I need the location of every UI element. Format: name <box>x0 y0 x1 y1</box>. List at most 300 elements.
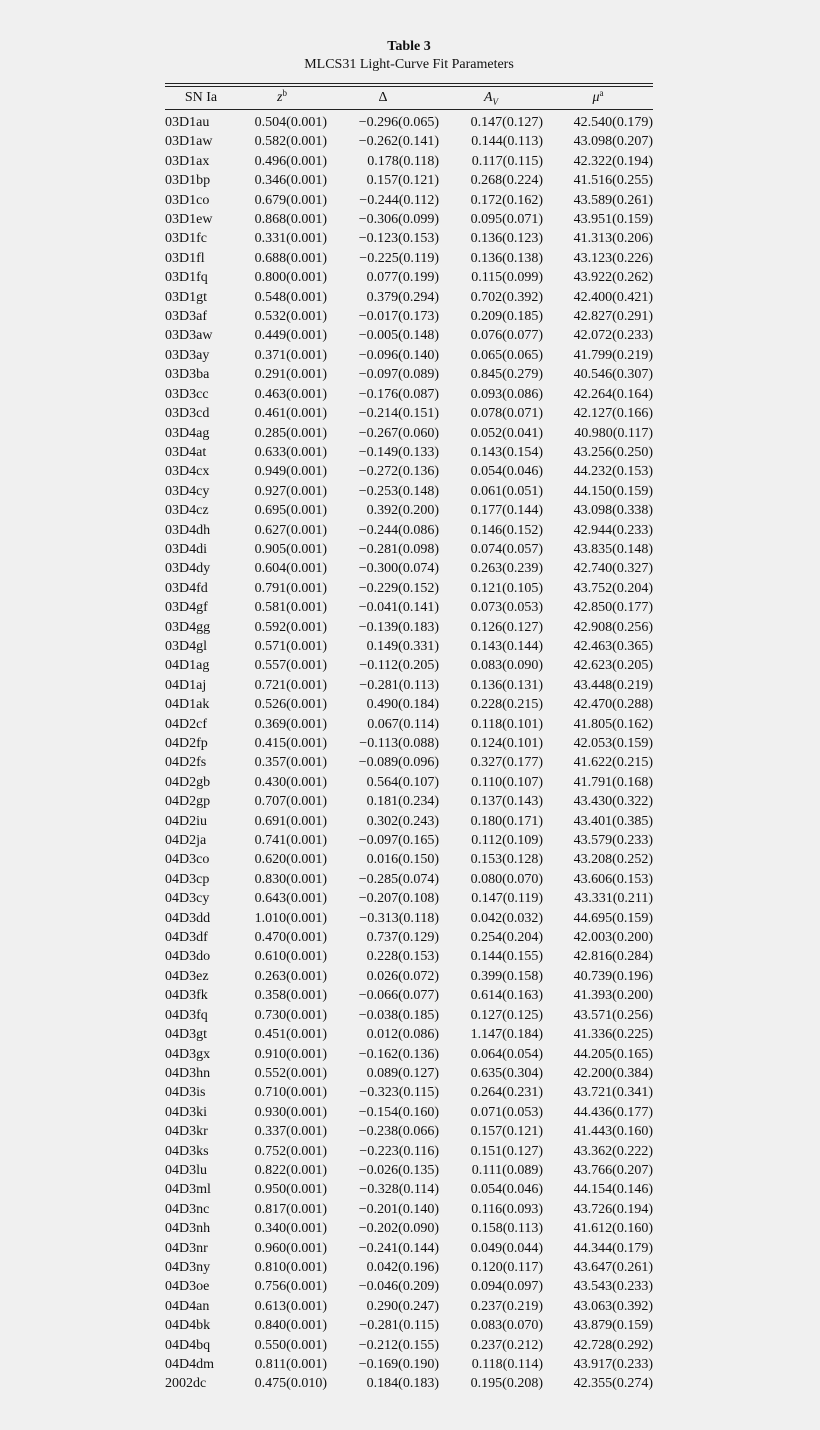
cell-sn: 04D2cf <box>165 716 207 732</box>
cell-sn: 03D4gl <box>165 638 207 654</box>
table-row <box>165 676 653 695</box>
cell-mu: 43.647(0.261) <box>573 1259 653 1275</box>
cell-delta: −0.202(0.090) <box>358 1221 439 1237</box>
cell-sn: 03D3af <box>165 309 207 325</box>
table-row <box>165 326 653 345</box>
cell-z: 0.449(0.001) <box>254 328 327 344</box>
cell-delta: −0.139(0.183) <box>358 619 439 635</box>
cell-z: 0.526(0.001) <box>254 697 327 713</box>
cell-sn: 04D2gp <box>165 794 211 810</box>
cell-sn: 04D3fq <box>165 1007 208 1023</box>
cell-z: 0.430(0.001) <box>254 774 327 790</box>
cell-sn: 04D3gx <box>165 1046 211 1062</box>
cell-sn: 03D1gt <box>165 289 207 305</box>
cell-mu: 43.256(0.250) <box>573 444 653 460</box>
cell-mu: 43.401(0.385) <box>573 813 653 829</box>
cell-sn: 03D1fc <box>165 231 207 247</box>
cell-mu: 43.922(0.262) <box>573 270 653 286</box>
cell-sn: 04D4an <box>165 1298 210 1314</box>
cell-delta: −0.097(0.165) <box>358 833 439 849</box>
cell-delta: −0.281(0.115) <box>359 1318 439 1334</box>
table-row <box>165 1083 653 1102</box>
cell-sn: 03D1bp <box>165 173 211 189</box>
table-row <box>165 462 653 481</box>
cell-mu: 43.543(0.233) <box>573 1279 653 1295</box>
table-row <box>165 521 653 540</box>
cell-mu: 43.917(0.233) <box>573 1357 653 1372</box>
cell-mu: 40.980(0.117) <box>574 425 653 441</box>
cell-mu: 42.264(0.164) <box>573 386 653 402</box>
cell-z: 0.581(0.001) <box>254 600 327 616</box>
cell-z: 0.415(0.001) <box>254 736 327 751</box>
cell-z: 0.817(0.001) <box>254 1201 327 1217</box>
table-row <box>165 1355 653 1374</box>
table-row <box>165 365 653 384</box>
cell-z: 0.548(0.001) <box>254 289 327 305</box>
header-av: $A_V$ <box>483 90 499 107</box>
cell-mu: 42.850(0.177) <box>573 600 653 616</box>
cell-delta: 0.379(0.294) <box>366 289 439 305</box>
cell-mu: 43.752(0.204) <box>573 580 653 596</box>
cell-av: 0.136(0.123) <box>470 231 543 247</box>
cell-z: 0.691(0.001) <box>254 813 327 829</box>
cell-av: 0.073(0.053) <box>470 600 543 616</box>
cell-mu: 44.150(0.159) <box>573 483 653 499</box>
table-row <box>165 870 653 889</box>
cell-z: 0.695(0.001) <box>254 503 327 519</box>
table-row <box>165 424 653 443</box>
cell-mu: 42.540(0.179) <box>573 115 653 130</box>
cell-av: 0.094(0.097) <box>470 1279 543 1295</box>
cell-sn: 04D3nc <box>165 1201 210 1217</box>
cell-delta: −0.300(0.074) <box>358 561 439 577</box>
cell-av: 0.143(0.144) <box>470 638 543 654</box>
table-row <box>165 889 653 908</box>
table-row <box>165 1142 653 1161</box>
cell-av: 0.151(0.127) <box>470 1143 543 1159</box>
cell-sn: 04D3ks <box>165 1143 209 1159</box>
cell-av: 0.264(0.231) <box>470 1085 543 1101</box>
cell-delta: −0.229(0.152) <box>358 580 439 596</box>
table-row <box>165 152 653 171</box>
cell-av: 0.080(0.070) <box>470 871 543 887</box>
cell-mu: 41.805(0.162) <box>573 716 653 732</box>
cell-z: 0.496(0.001) <box>254 153 327 169</box>
cell-mu: 40.546(0.307) <box>573 367 653 383</box>
cell-av: 1.147(0.184) <box>470 1027 543 1043</box>
table-row <box>165 346 653 365</box>
cell-delta: −0.238(0.066) <box>358 1124 439 1140</box>
cell-z: 0.613(0.001) <box>254 1298 327 1314</box>
cell-sn: 04D3dd <box>165 910 211 926</box>
cell-delta: −0.123(0.153) <box>358 231 439 247</box>
cell-delta: 0.302(0.243) <box>366 813 439 829</box>
cell-mu: 43.063(0.392) <box>573 1298 653 1314</box>
table-row <box>165 579 653 598</box>
cell-mu: 41.393(0.200) <box>573 988 653 1004</box>
cell-mu: 43.208(0.252) <box>573 852 653 868</box>
cell-z: 0.688(0.001) <box>254 250 327 266</box>
cell-av: 0.157(0.121) <box>470 1124 543 1140</box>
cell-mu: 43.835(0.148) <box>573 541 653 557</box>
table-row <box>165 443 653 462</box>
table-row <box>165 1045 653 1064</box>
cell-sn: 04D3co <box>165 852 210 868</box>
table-row <box>165 1200 653 1219</box>
cell-delta: −0.113(0.088) <box>359 736 439 751</box>
cell-delta: −0.154(0.160) <box>358 1104 439 1120</box>
cell-delta: 0.067(0.114) <box>367 716 439 732</box>
table-row <box>165 1277 653 1296</box>
cell-av: 0.071(0.053) <box>470 1104 543 1120</box>
cell-sn: 04D2fs <box>165 755 207 771</box>
cell-delta: −0.201(0.140) <box>358 1201 439 1217</box>
cell-mu: 41.336(0.225) <box>573 1027 653 1043</box>
cell-mu: 43.606(0.153) <box>573 871 653 887</box>
cell-av: 0.172(0.162) <box>470 192 543 208</box>
table-row <box>165 1219 653 1238</box>
cell-mu: 41.791(0.168) <box>573 774 653 790</box>
cell-sn: 04D3nr <box>165 1240 208 1256</box>
table-row <box>165 715 653 734</box>
cell-delta: −0.017(0.173) <box>358 309 439 325</box>
cell-z: 0.291(0.001) <box>254 367 327 383</box>
cell-delta: −0.097(0.089) <box>358 367 439 383</box>
table-row <box>165 385 653 404</box>
cell-delta: −0.212(0.155) <box>358 1337 439 1353</box>
table-row <box>165 753 653 772</box>
cell-av: 0.110(0.107) <box>471 774 543 790</box>
cell-mu: 40.739(0.196) <box>573 968 653 984</box>
cell-av: 0.042(0.032) <box>470 910 543 926</box>
cell-z: 0.371(0.001) <box>254 347 327 363</box>
cell-sn: 04D3df <box>165 930 208 946</box>
table-row <box>165 404 653 423</box>
cell-mu: 43.098(0.338) <box>573 503 653 519</box>
cell-z: 0.504(0.001) <box>254 115 327 130</box>
cell-delta: 0.149(0.331) <box>366 638 439 654</box>
cell-av: 0.118(0.101) <box>471 716 543 732</box>
cell-mu: 43.951(0.159) <box>573 212 653 228</box>
cell-sn: 04D3fk <box>165 988 208 1004</box>
cell-mu: 42.003(0.200) <box>573 930 653 946</box>
cell-z: 0.721(0.001) <box>254 677 327 693</box>
cell-mu: 42.127(0.166) <box>573 406 653 422</box>
cell-sn: 04D2fp <box>165 736 208 751</box>
cell-av: 0.195(0.208) <box>470 1376 543 1392</box>
cell-z: 0.811(0.001) <box>255 1357 327 1372</box>
cell-sn: 04D1ag <box>165 658 210 674</box>
cell-mu: 43.589(0.261) <box>573 192 653 208</box>
cell-delta: −0.089(0.096) <box>358 755 439 771</box>
table-row <box>165 210 653 229</box>
table-row <box>165 734 653 753</box>
cell-av: 0.237(0.212) <box>470 1337 543 1353</box>
table-label: Table 3 <box>387 39 431 54</box>
cell-z: 0.730(0.001) <box>254 1007 327 1023</box>
cell-mu: 44.205(0.165) <box>573 1046 653 1062</box>
cell-delta: −0.096(0.140) <box>358 347 439 363</box>
cell-sn: 04D3kr <box>165 1124 208 1140</box>
cell-z: 0.340(0.001) <box>254 1221 327 1237</box>
header-sn: SN Ia <box>184 90 218 105</box>
cell-mu: 42.728(0.292) <box>573 1337 653 1353</box>
cell-delta: −0.214(0.151) <box>358 406 439 422</box>
table-title: MLCS31 Light-Curve Fit Parameters <box>304 57 514 72</box>
cell-sn: 03D4dh <box>165 522 211 538</box>
cell-delta: 0.157(0.121) <box>366 173 439 189</box>
cell-sn: 03D1ew <box>165 212 213 228</box>
cell-mu: 43.098(0.207) <box>573 134 653 150</box>
cell-av: 0.118(0.114) <box>471 1357 543 1372</box>
cell-mu: 44.232(0.153) <box>573 464 653 480</box>
cell-z: 0.331(0.001) <box>254 231 327 247</box>
cell-sn: 03D3ba <box>165 367 210 383</box>
cell-z: 0.800(0.001) <box>254 270 327 286</box>
cell-z: 0.604(0.001) <box>254 561 327 577</box>
table-row <box>165 559 653 578</box>
cell-delta: −0.225(0.119) <box>359 250 439 266</box>
cell-z: 0.756(0.001) <box>254 1279 327 1295</box>
cell-sn: 03D4gf <box>165 600 208 616</box>
cell-av: 0.078(0.071) <box>470 406 543 422</box>
cell-sn: 03D3ay <box>165 347 210 363</box>
cell-sn: 03D1aw <box>165 134 213 150</box>
cell-delta: 0.392(0.200) <box>366 503 439 519</box>
cell-delta: 0.290(0.247) <box>366 1298 439 1314</box>
cell-sn: 03D1au <box>165 115 210 130</box>
table-row <box>165 249 653 268</box>
cell-av: 0.095(0.071) <box>470 212 543 228</box>
cell-z: 0.830(0.001) <box>254 871 327 887</box>
cell-z: 0.679(0.001) <box>254 192 327 208</box>
cell-sn: 04D3cp <box>165 871 210 887</box>
header-z: $z^b$ <box>277 88 287 105</box>
cell-delta: −0.244(0.086) <box>358 522 439 538</box>
table-row <box>165 656 653 675</box>
cell-av: 0.065(0.065) <box>470 347 543 363</box>
cell-av: 0.635(0.304) <box>470 1065 543 1081</box>
cell-sn: 04D3hn <box>165 1065 211 1081</box>
table-row <box>165 1239 653 1258</box>
cell-mu: 41.622(0.215) <box>573 755 653 771</box>
cell-delta: −0.046(0.209) <box>358 1279 439 1295</box>
cell-av: 0.054(0.046) <box>470 464 543 480</box>
cell-av: 0.144(0.113) <box>471 134 543 150</box>
cell-sn: 03D4gg <box>165 619 211 635</box>
table-row <box>165 1161 653 1180</box>
cell-delta: −0.253(0.148) <box>358 483 439 499</box>
cell-av: 0.064(0.054) <box>470 1046 543 1062</box>
cell-z: 0.627(0.001) <box>254 522 327 538</box>
cell-delta: 0.178(0.118) <box>367 153 439 169</box>
cell-sn: 04D1aj <box>165 677 207 693</box>
cell-mu: 42.944(0.233) <box>573 522 653 538</box>
cell-mu: 43.430(0.322) <box>573 794 653 810</box>
cell-z: 0.620(0.001) <box>254 852 327 868</box>
cell-z: 0.822(0.001) <box>254 1162 327 1178</box>
cell-mu: 43.579(0.233) <box>573 833 653 849</box>
cell-z: 0.868(0.001) <box>254 212 327 228</box>
cell-mu: 42.908(0.256) <box>573 619 653 635</box>
cell-sn: 03D1co <box>165 192 210 208</box>
cell-delta: −0.223(0.116) <box>359 1143 439 1159</box>
cell-delta: −0.066(0.077) <box>358 988 439 1004</box>
table-row <box>165 967 653 986</box>
table-row <box>165 540 653 559</box>
cell-mu: 41.443(0.160) <box>573 1124 653 1140</box>
cell-av: 0.061(0.051) <box>470 483 543 499</box>
cell-sn: 04D3ki <box>165 1104 207 1120</box>
cell-delta: −0.272(0.136) <box>358 464 439 480</box>
cell-av: 0.153(0.128) <box>470 852 543 868</box>
cell-z: 0.927(0.001) <box>254 483 327 499</box>
cell-av: 0.074(0.057) <box>470 541 543 557</box>
cell-delta: −0.281(0.113) <box>359 677 439 693</box>
cell-mu: 44.344(0.179) <box>573 1240 653 1256</box>
cell-delta: 0.184(0.183) <box>366 1376 439 1392</box>
cell-sn: 04D2iu <box>165 813 207 829</box>
cell-av: 0.268(0.224) <box>470 173 543 189</box>
cell-mu: 44.436(0.177) <box>573 1104 653 1120</box>
table-row <box>165 110 653 132</box>
cell-delta: 0.490(0.184) <box>366 697 439 713</box>
table-row <box>165 288 653 307</box>
cell-sn: 03D4ag <box>165 425 210 441</box>
cell-av: 0.054(0.046) <box>470 1182 543 1198</box>
table-row <box>165 812 653 831</box>
cell-sn: 03D4at <box>165 444 207 460</box>
cell-z: 0.552(0.001) <box>254 1065 327 1081</box>
cell-delta: −0.241(0.144) <box>358 1240 439 1256</box>
cell-z: 0.810(0.001) <box>254 1259 327 1275</box>
cell-mu: 44.154(0.146) <box>573 1182 653 1198</box>
cell-av: 0.702(0.392) <box>470 289 543 305</box>
cell-av: 0.180(0.171) <box>470 813 543 829</box>
cell-sn: 04D3oe <box>165 1279 210 1295</box>
table-row <box>165 132 653 151</box>
cell-av: 0.137(0.143) <box>470 794 543 810</box>
cell-delta: 0.181(0.234) <box>366 794 439 810</box>
cell-z: 0.357(0.001) <box>254 755 327 771</box>
cell-sn: 04D4dm <box>165 1357 214 1372</box>
cell-delta: −0.169(0.190) <box>358 1357 439 1372</box>
cell-sn: 04D2gb <box>165 774 211 790</box>
cell-delta: −0.038(0.185) <box>358 1007 439 1023</box>
table-row <box>165 1316 653 1335</box>
cell-z: 0.369(0.001) <box>254 716 327 732</box>
cell-av: 0.147(0.119) <box>471 891 543 907</box>
cell-z: 0.592(0.001) <box>254 619 327 635</box>
cell-delta: −0.328(0.114) <box>359 1182 439 1198</box>
cell-av: 0.111(0.089) <box>471 1162 543 1178</box>
cell-av: 0.146(0.152) <box>470 522 543 538</box>
cell-z: 0.752(0.001) <box>254 1143 327 1159</box>
table-row <box>165 1122 653 1141</box>
cell-mu: 42.827(0.291) <box>573 309 653 325</box>
cell-z: 0.463(0.001) <box>254 386 327 402</box>
table-row <box>165 831 653 850</box>
cell-av: 0.263(0.239) <box>470 561 543 577</box>
cell-delta: −0.244(0.112) <box>359 192 439 208</box>
table-row <box>165 637 653 656</box>
cell-delta: 0.026(0.072) <box>366 968 439 984</box>
cell-delta: 0.228(0.153) <box>366 949 439 965</box>
table-row <box>165 171 653 190</box>
table-container <box>165 83 653 1394</box>
cell-sn: 04D3cy <box>165 891 210 907</box>
cell-mu: 42.322(0.194) <box>573 153 653 169</box>
cell-z: 0.633(0.001) <box>254 444 327 460</box>
table-row <box>165 618 653 637</box>
cell-delta: −0.323(0.115) <box>359 1085 439 1101</box>
table-row <box>165 792 653 811</box>
cell-mu: 42.200(0.384) <box>573 1065 653 1081</box>
cell-z: 0.285(0.001) <box>254 425 327 441</box>
cell-mu: 42.463(0.365) <box>573 638 653 654</box>
cell-av: 0.177(0.144) <box>470 503 543 519</box>
cell-av: 0.254(0.204) <box>470 930 543 946</box>
cell-av: 0.116(0.093) <box>471 1201 543 1217</box>
cell-sn: 03D4cx <box>165 464 210 480</box>
cell-mu: 43.123(0.226) <box>573 250 653 266</box>
cell-delta: −0.112(0.205) <box>359 658 439 674</box>
table-row <box>165 482 653 501</box>
cell-sn: 03D3cc <box>165 386 209 402</box>
cell-sn: 03D4di <box>165 541 207 557</box>
cell-z: 1.010(0.001) <box>254 910 327 926</box>
cell-delta: 0.012(0.086) <box>366 1027 439 1043</box>
cell-av: 0.237(0.219) <box>470 1298 543 1314</box>
fit-parameters-table <box>165 87 653 1394</box>
table-row <box>165 947 653 966</box>
table-row <box>165 1064 653 1083</box>
cell-delta: −0.162(0.136) <box>358 1046 439 1062</box>
cell-mu: 43.448(0.219) <box>573 677 653 693</box>
table-row <box>165 1025 653 1044</box>
table-row <box>165 986 653 1005</box>
cell-av: 0.076(0.077) <box>470 328 543 344</box>
cell-sn: 03D4fd <box>165 580 208 596</box>
cell-sn: 04D3ez <box>165 968 209 984</box>
cell-mu: 43.721(0.341) <box>573 1085 653 1101</box>
table-row <box>165 191 653 210</box>
cell-mu: 42.623(0.205) <box>573 658 653 674</box>
cell-delta: 0.089(0.127) <box>366 1065 439 1081</box>
cell-sn: 03D4cy <box>165 483 210 499</box>
table-row <box>165 1103 653 1122</box>
cell-delta: −0.267(0.060) <box>358 425 439 441</box>
cell-z: 0.263(0.001) <box>254 968 327 984</box>
cell-av: 0.158(0.113) <box>471 1221 543 1237</box>
table-row <box>165 1374 653 1393</box>
cell-sn: 04D4bq <box>165 1337 211 1353</box>
cell-mu: 43.331(0.211) <box>574 891 653 907</box>
cell-z: 0.346(0.001) <box>254 173 327 189</box>
cell-mu: 41.313(0.206) <box>573 231 653 247</box>
cell-delta: −0.026(0.135) <box>358 1162 439 1178</box>
cell-av: 0.614(0.163) <box>470 988 543 1004</box>
cell-sn: 04D3ny <box>165 1259 211 1275</box>
cell-sn: 03D1fq <box>165 270 208 286</box>
cell-sn: 04D3lu <box>165 1162 207 1178</box>
cell-av: 0.083(0.090) <box>470 658 543 674</box>
cell-sn: 03D3cd <box>165 406 210 422</box>
cell-delta: −0.281(0.098) <box>358 541 439 557</box>
cell-sn: 04D3ml <box>165 1182 211 1198</box>
cell-z: 0.910(0.001) <box>254 1046 327 1062</box>
table-row <box>165 268 653 287</box>
